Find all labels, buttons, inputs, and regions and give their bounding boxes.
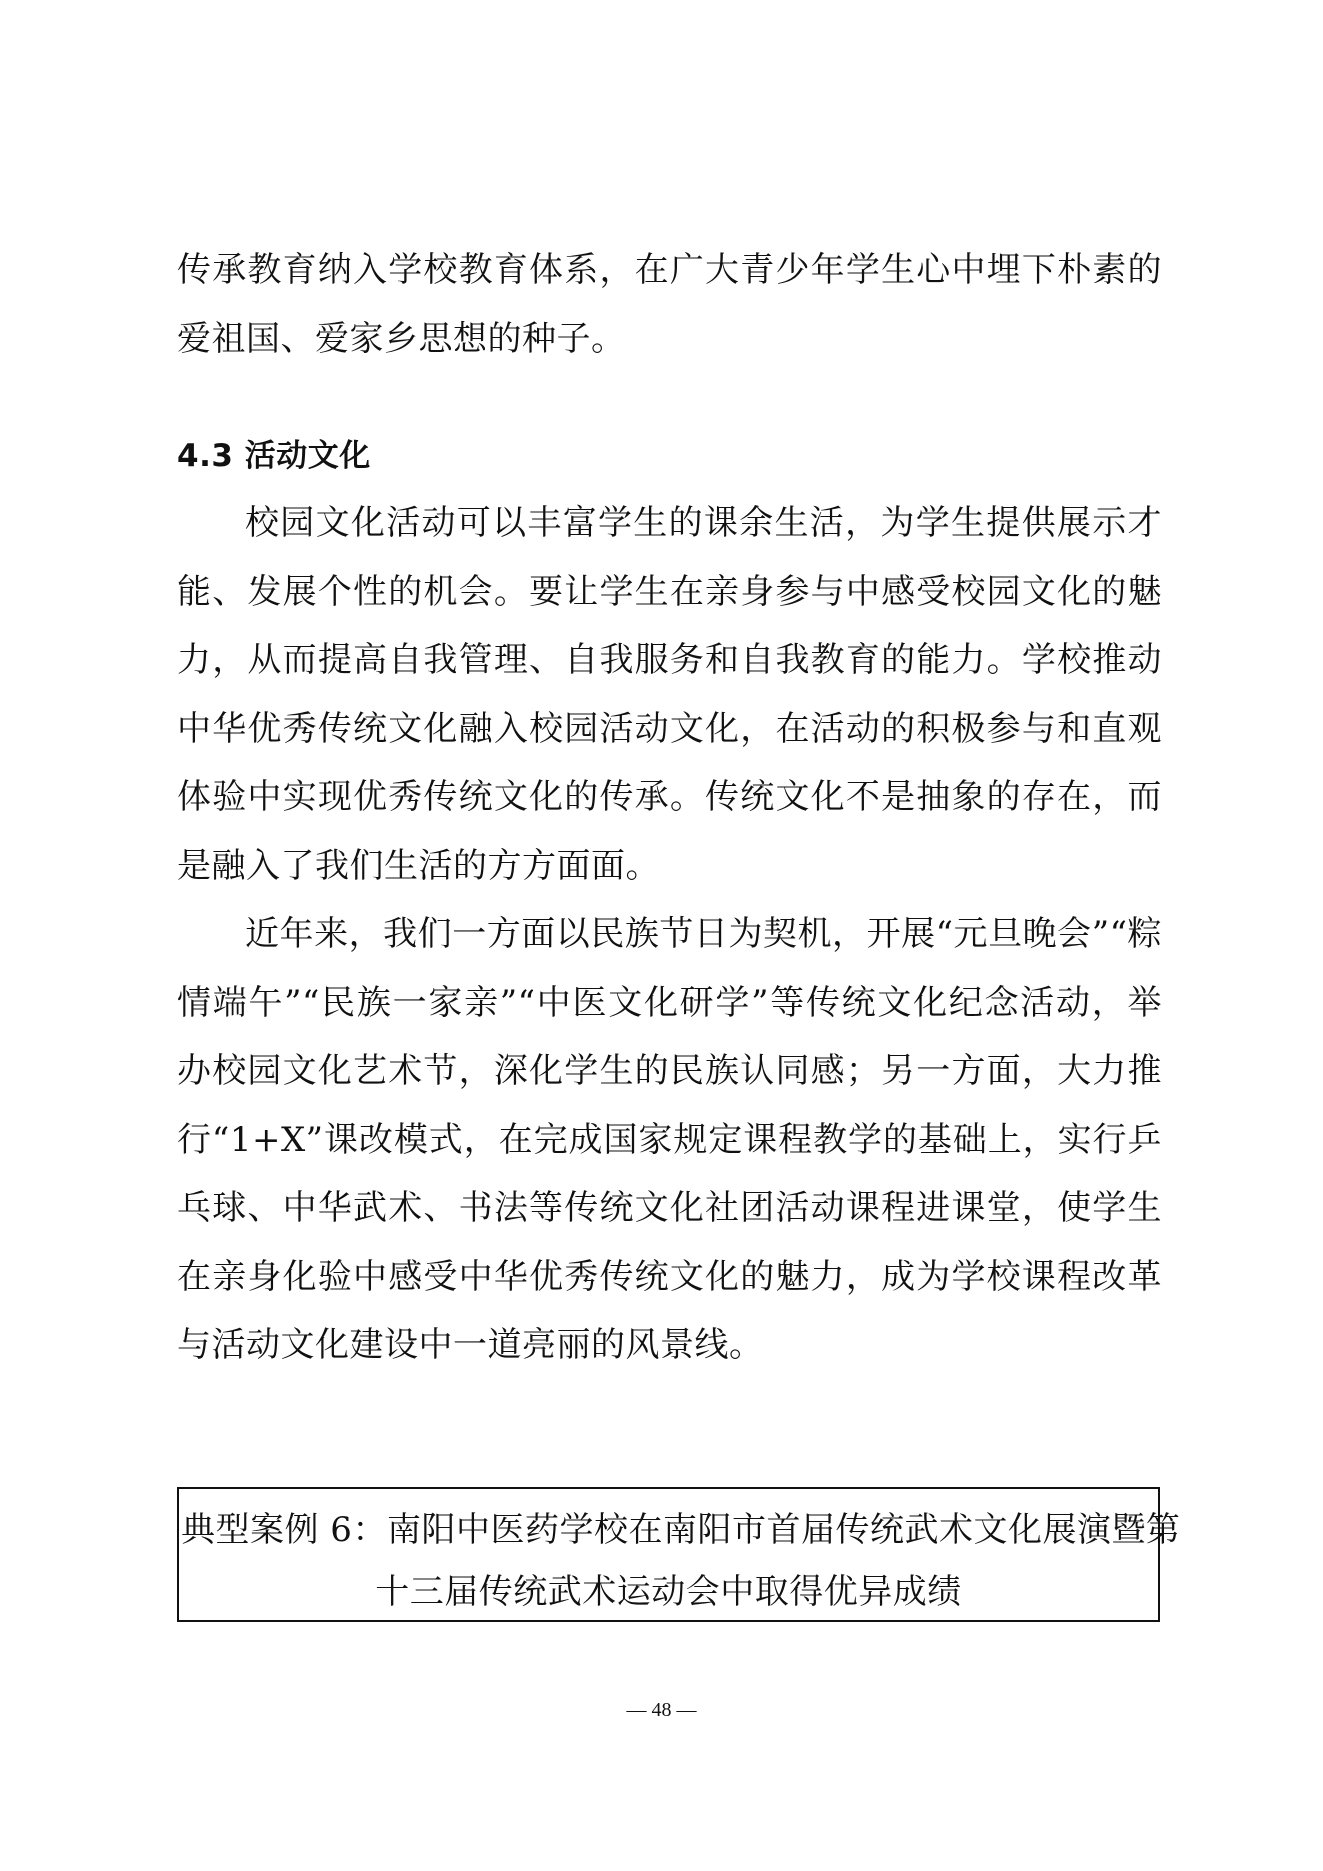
body-text: [177, 236, 1162, 1380]
paragraph-recent-years: 近年来，我们一方面以民族节日为契机，开展“元旦晚会”“粽情端午”“民族一家亲”“中医文化研学”等传统文化纪念活动，举办校园文化艺术节，深化学生的民族认同感；另一方面，大力推行“1+X”课改模式，在完成国家规定课程教学的基础上，实行乒乓球、中华武术、书法等传统文化社团活动课程进课堂，使学生在亲身化验中感受中华优秀传统文化的魅力，成为学校课程改革与活动文化建设中一道亮丽的风景线。: [177, 914, 1162, 1365]
case-title-line-2: 十三届传统武术运动会中取得优异成绩: [375, 1572, 962, 1612]
page-number: — 48 —: [626, 1699, 697, 1721]
paragraph-activity-culture: 校园文化活动可以丰富学生的课余生活，为学生提供展示才能、发展个性的机会。要让学生在亲身参与中感受校园文化的魅力，从而提高自我管理、自我服务和自我教育的能力。学校推动中华优秀传统文化融入校园活动文化，在活动的积极参与和直观体验中实现优秀传统文化的传承。传统文化不是抽象的存在，而是融入了我们生活的方方面面。: [177, 503, 1162, 886]
section-heading: 4.3 活动文化: [177, 438, 371, 474]
continuation-paragraph: 传承教育纳入学校教育体系，在广大青少年学生心中埋下朴素的爱祖国、爱家乡思想的种子。: [177, 250, 1162, 359]
case-title-line-1: 典型案例 6：南阳中医药学校在南阳市首届传统武术文化展演暨第: [181, 1510, 1181, 1550]
typical-case-box: [177, 1487, 1181, 1622]
